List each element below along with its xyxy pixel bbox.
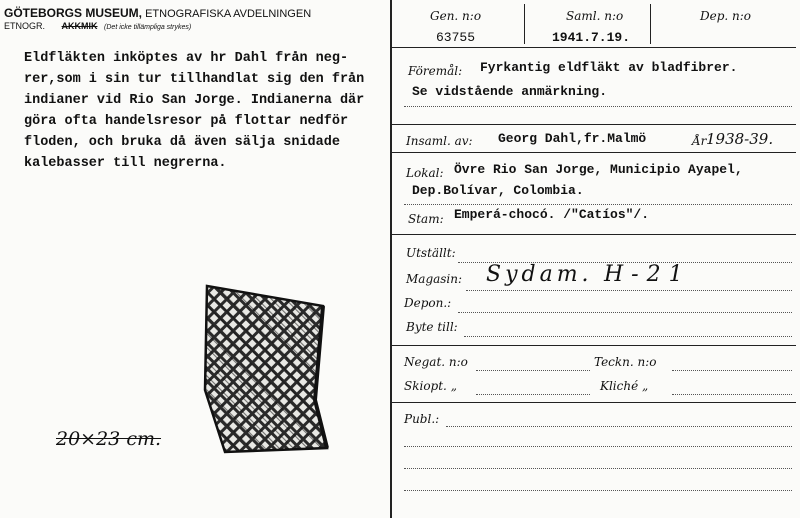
- dotted-rule: [446, 426, 792, 427]
- row-rule: [392, 234, 796, 235]
- foremal-label: Föremål:: [408, 64, 463, 78]
- saml-label: Saml. n:o: [566, 9, 624, 23]
- column-separator: [524, 4, 525, 44]
- skiopt-label: Skiopt. „: [404, 379, 457, 393]
- museum-header: [4, 6, 311, 20]
- ar-value: 1938-39.: [706, 130, 774, 148]
- dotted-rule: [672, 370, 792, 371]
- magasin-label: Magasin:: [406, 272, 463, 286]
- struck-word: AKKMIK: [61, 21, 98, 31]
- museum-subheader: [4, 21, 191, 31]
- column-separator: [650, 4, 651, 44]
- dotted-rule: [476, 394, 590, 395]
- utstallt-label: Utställt:: [406, 246, 456, 260]
- gen-value: 63755: [436, 30, 476, 45]
- dotted-rule: [466, 290, 792, 291]
- lokal-value: Övre Rio San Jorge, Municipio Ayapel,: [454, 162, 743, 177]
- dotted-rule: [672, 394, 792, 395]
- foremal-value-2: Se vidstående anmärkning.: [412, 84, 608, 99]
- kliche-label: Kliché „: [600, 379, 649, 393]
- fan-sketch: [195, 280, 345, 470]
- magasin-value-2: H-21: [604, 262, 691, 287]
- dotted-rule: [458, 312, 792, 313]
- strike-note: (Det icke tillämpliga strykes): [104, 24, 192, 31]
- dotted-rule: [404, 490, 792, 491]
- row-rule: [392, 402, 796, 403]
- museum-name: GÖTEBORGS MUSEUM,: [4, 6, 143, 20]
- description-line: kalebasser till negrerna.: [24, 156, 227, 171]
- insaml-label: Insaml. av:: [406, 134, 473, 148]
- sketch-dimension: 20×23 cm.: [56, 428, 162, 450]
- dep-label: Dep. n:o: [700, 9, 752, 23]
- description-line: floden, och bruka då även sälja snidade: [24, 135, 340, 150]
- description-line: Eldfläkten inköptes av hr Dahl från neg-: [24, 51, 349, 66]
- depon-label: Depon.:: [404, 296, 452, 310]
- teckn-label: Teckn. n:o: [594, 355, 657, 369]
- etnogr-prefix: ETNOGR.: [4, 21, 46, 31]
- dotted-rule: [464, 336, 792, 337]
- description-line: göra ofta handelsresor på flottar nedför: [24, 114, 349, 129]
- negat-label: Negat. n:o: [404, 355, 468, 369]
- description-text: [24, 48, 374, 174]
- stam-value: Emperá-chocó. /"Catíos"/.: [454, 207, 650, 222]
- card-divider: [390, 0, 392, 518]
- lokal-label: Lokal:: [406, 166, 444, 180]
- row-rule: [392, 345, 796, 346]
- ar-label: År: [692, 134, 707, 148]
- gen-label: Gen. n:o: [430, 9, 482, 23]
- department-name: ETNOGRAFISKA AVDELNINGEN: [145, 8, 312, 20]
- row-rule: [392, 124, 796, 125]
- foremal-value: Fyrkantig eldfläkt av bladfibrer.: [480, 60, 738, 75]
- dotted-rule: [404, 204, 792, 205]
- description-line: rer,som i sin tur tillhandlat sig den från: [24, 72, 365, 87]
- dotted-rule: [404, 468, 792, 469]
- row-rule: [392, 47, 796, 48]
- saml-value: 1941.7.19.: [552, 30, 631, 45]
- dotted-rule: [476, 370, 590, 371]
- stam-label: Stam:: [408, 212, 444, 226]
- row-rule: [392, 152, 796, 153]
- lokal-value-2: Dep.Bolívar, Colombia.: [412, 183, 584, 198]
- byte-label: Byte till:: [406, 320, 458, 334]
- description-line: indianer vid Rio San Jorge. Indianerna där: [24, 93, 365, 108]
- magasin-value: Sydam.: [486, 262, 593, 287]
- dotted-rule: [404, 106, 792, 107]
- dotted-rule: [404, 446, 792, 447]
- insaml-value: Georg Dahl,fr.Malmö: [498, 131, 647, 146]
- publ-label: Publ.:: [404, 412, 440, 426]
